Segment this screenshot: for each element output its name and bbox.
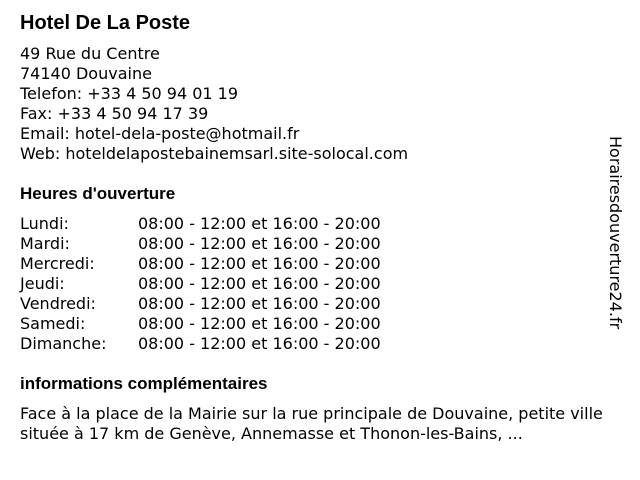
opening-hours-table xyxy=(20,214,381,354)
time-range: 08:00 - 12:00 et 16:00 - 20:00 xyxy=(138,274,381,293)
time-range: 08:00 - 12:00 et 16:00 - 20:00 xyxy=(138,294,381,313)
street-address: 49 Rue du Centre xyxy=(20,44,160,63)
website: Web: hoteldelapostebainemsarl.site-solocal.com xyxy=(20,144,409,163)
fax-number: Fax: +33 4 50 94 17 39 xyxy=(20,104,209,123)
email-address: Email: hotel-dela-poste@hotmail.fr xyxy=(20,124,300,143)
day-label: Samedi: xyxy=(20,314,86,333)
additional-info-heading: informations complémentaires xyxy=(20,374,268,393)
day-label: Mardi: xyxy=(20,234,70,253)
day-label: Lundi: xyxy=(20,214,69,233)
hours-row-wednesday xyxy=(20,254,381,274)
day-label: Mercredi: xyxy=(20,254,95,273)
hours-row-monday xyxy=(20,214,381,234)
day-label: Dimanche: xyxy=(20,334,107,353)
contact-block xyxy=(20,44,408,164)
phone-number: Telefon: +33 4 50 94 01 19 xyxy=(20,84,239,103)
city-postcode: 74140 Douvaine xyxy=(20,64,152,83)
page-title: Hotel De La Poste xyxy=(20,12,191,34)
hours-row-tuesday xyxy=(20,234,381,254)
time-range: 08:00 - 12:00 et 16:00 - 20:00 xyxy=(138,314,381,333)
opening-hours-heading: Heures d'ouverture xyxy=(20,184,176,203)
day-label: Vendredi: xyxy=(20,294,96,313)
time-range: 08:00 - 12:00 et 16:00 - 20:00 xyxy=(138,254,381,273)
time-range: 08:00 - 12:00 et 16:00 - 20:00 xyxy=(138,234,381,253)
time-range: 08:00 - 12:00 et 16:00 - 20:00 xyxy=(138,334,381,353)
hours-row-friday xyxy=(20,294,381,314)
additional-info-text: Face à la place de la Mairie sur la rue principale de Douvaine, petite ville située à 17 km de Genève, Annemasse et Thonon-les-Bains, ... xyxy=(20,404,603,443)
hours-row-sunday xyxy=(20,334,381,354)
time-range: 08:00 - 12:00 et 16:00 - 20:00 xyxy=(138,214,381,233)
hours-row-saturday xyxy=(20,314,381,334)
site-watermark: Horairesdouverture24.fr xyxy=(606,136,625,330)
hours-row-thursday xyxy=(20,274,381,294)
day-label: Jeudi: xyxy=(20,274,65,293)
